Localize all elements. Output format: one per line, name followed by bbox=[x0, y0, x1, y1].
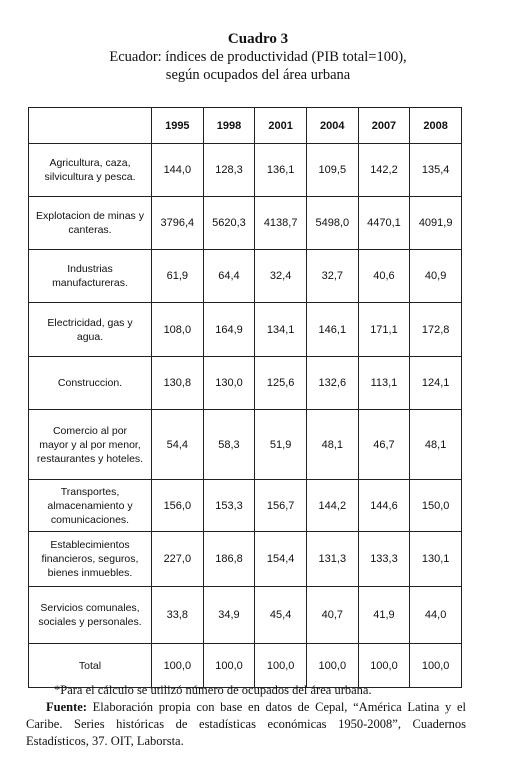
row-label-line: restaurantes y hoteles. bbox=[36, 452, 144, 465]
cell-value: 58,3 bbox=[203, 410, 255, 480]
cell-value: 48,1 bbox=[306, 410, 358, 480]
cell-value: 186,8 bbox=[203, 532, 255, 587]
cell-value: 100,0 bbox=[410, 644, 462, 688]
row-label-line: Construccion. bbox=[57, 377, 123, 389]
cell-value: 100,0 bbox=[255, 644, 307, 688]
row-label-line: Total bbox=[78, 659, 102, 672]
table-row bbox=[29, 303, 462, 357]
cell-value: 100,0 bbox=[203, 644, 255, 688]
table-row bbox=[29, 480, 462, 532]
cell-value: 33,8 bbox=[152, 587, 204, 644]
cell-value: 40,9 bbox=[410, 250, 462, 303]
source-label: Fuente: bbox=[46, 700, 87, 714]
cell-value: 164,9 bbox=[203, 303, 255, 357]
cell-value: 51,9 bbox=[255, 410, 307, 480]
header-year: 2004 bbox=[306, 108, 358, 144]
cell-value: 130,1 bbox=[410, 532, 462, 587]
row-label bbox=[29, 144, 152, 197]
cell-value: 144,6 bbox=[358, 480, 410, 532]
cell-value: 135,4 bbox=[410, 144, 462, 197]
row-label bbox=[29, 357, 152, 410]
cell-value: 100,0 bbox=[152, 644, 204, 688]
row-label bbox=[29, 303, 152, 357]
cell-value: 136,1 bbox=[255, 144, 307, 197]
table-subtitle-line1: Ecuador: índices de productividad (PIB total=100), bbox=[109, 49, 407, 65]
row-label bbox=[29, 587, 152, 644]
cell-value: 54,4 bbox=[152, 410, 204, 480]
row-label-line: Explotacion de minas y bbox=[36, 210, 144, 222]
row-label-line: canteras. bbox=[68, 224, 112, 236]
cell-value: 172,8 bbox=[410, 303, 462, 357]
productivity-table bbox=[28, 107, 462, 688]
row-label-line: manufactureras. bbox=[52, 277, 128, 289]
row-label-line: mayor y al por menor, bbox=[39, 438, 141, 451]
cell-value: 32,7 bbox=[306, 250, 358, 303]
header-corner bbox=[29, 108, 152, 144]
cell-value: 125,6 bbox=[255, 357, 307, 410]
header-year: 2001 bbox=[255, 108, 307, 144]
notes bbox=[26, 682, 466, 750]
cell-value: 227,0 bbox=[152, 532, 204, 587]
header-year: 1995 bbox=[152, 108, 204, 144]
row-label-line: bienes inmuebles. bbox=[47, 567, 133, 579]
cell-value: 48,1 bbox=[410, 410, 462, 480]
source-text: Elaboración propia con base en datos de Cepal, “América Latina y el Caribe. Series históricas de estadísticas económicas 1950-2008”, Cuadernos Estadísticos, 37. OIT, Laborsta. bbox=[26, 700, 466, 748]
cell-value: 45,4 bbox=[255, 587, 307, 644]
table-header-row bbox=[29, 108, 462, 144]
header-year: 2007 bbox=[358, 108, 410, 144]
cell-value: 46,7 bbox=[358, 410, 410, 480]
table-row bbox=[29, 410, 462, 480]
cell-value: 41,9 bbox=[358, 587, 410, 644]
cell-value: 146,1 bbox=[306, 303, 358, 357]
cell-value: 100,0 bbox=[358, 644, 410, 688]
cell-value: 5498,0 bbox=[306, 197, 358, 250]
table-title: Cuadro 3 bbox=[227, 31, 289, 47]
table-row bbox=[29, 532, 462, 587]
footnote: *Para el cálculo se utilizó número de ocupados del área urbana. bbox=[54, 683, 372, 697]
cell-value: 34,9 bbox=[203, 587, 255, 644]
row-label-line: Agricultura, caza, bbox=[49, 157, 131, 169]
cell-value: 44,0 bbox=[410, 587, 462, 644]
cell-value: 64,4 bbox=[203, 250, 255, 303]
cell-value: 113,1 bbox=[358, 357, 410, 410]
row-label-line: agua. bbox=[76, 330, 104, 343]
row-label-line: Comercio al por bbox=[52, 424, 128, 437]
table-row bbox=[29, 250, 462, 303]
cell-value: 109,5 bbox=[306, 144, 358, 197]
cell-value: 4470,1 bbox=[358, 197, 410, 250]
row-label bbox=[29, 197, 152, 250]
row-label-line: sociales y personales. bbox=[38, 616, 142, 628]
cell-value: 156,0 bbox=[152, 480, 204, 532]
cell-value: 142,2 bbox=[358, 144, 410, 197]
row-label-line: comunicaciones. bbox=[50, 513, 130, 526]
row-label-line: Electricidad, gas y bbox=[47, 316, 133, 329]
row-label-line: financieros, seguros, bbox=[41, 553, 139, 565]
cell-value: 144,0 bbox=[152, 144, 204, 197]
cell-value: 156,7 bbox=[255, 480, 307, 532]
cell-value: 133,3 bbox=[358, 532, 410, 587]
table-row bbox=[29, 357, 462, 410]
cell-value: 100,0 bbox=[306, 644, 358, 688]
cell-value: 130,8 bbox=[152, 357, 204, 410]
row-label bbox=[29, 532, 152, 587]
row-label-line: Industrias bbox=[67, 263, 113, 275]
row-label-line: Servicios comunales, bbox=[40, 602, 140, 614]
row-label bbox=[29, 480, 152, 532]
cell-value: 124,1 bbox=[410, 357, 462, 410]
cell-value: 4138,7 bbox=[255, 197, 307, 250]
cell-value: 150,0 bbox=[410, 480, 462, 532]
row-label bbox=[29, 250, 152, 303]
cell-value: 61,9 bbox=[152, 250, 204, 303]
cell-value: 134,1 bbox=[255, 303, 307, 357]
cell-value: 153,3 bbox=[203, 480, 255, 532]
cell-value: 131,3 bbox=[306, 532, 358, 587]
cell-value: 154,4 bbox=[255, 532, 307, 587]
title-block bbox=[0, 30, 516, 84]
row-label-line: Establecimientos bbox=[50, 539, 130, 551]
row-label-line: Transportes, bbox=[60, 485, 120, 498]
cell-value: 128,3 bbox=[203, 144, 255, 197]
cell-value: 132,6 bbox=[306, 357, 358, 410]
row-label bbox=[29, 410, 152, 480]
cell-value: 4091,9 bbox=[410, 197, 462, 250]
row-label-line: silvicultura y pesca. bbox=[44, 171, 136, 183]
cell-value: 40,6 bbox=[358, 250, 410, 303]
cell-value: 40,7 bbox=[306, 587, 358, 644]
cell-value: 32,4 bbox=[255, 250, 307, 303]
source-note bbox=[26, 699, 466, 750]
cell-value: 3796,4 bbox=[152, 197, 204, 250]
cell-value: 144,2 bbox=[306, 480, 358, 532]
header-year: 2008 bbox=[410, 108, 462, 144]
row-label-line: almacenamiento y bbox=[47, 499, 133, 512]
row-label bbox=[29, 644, 152, 688]
table-row bbox=[29, 197, 462, 250]
cell-value: 5620,3 bbox=[203, 197, 255, 250]
cell-value: 108,0 bbox=[152, 303, 204, 357]
table-subtitle-line2: según ocupados del área urbana bbox=[165, 67, 351, 83]
table-row bbox=[29, 587, 462, 644]
header-year: 1998 bbox=[203, 108, 255, 144]
cell-value: 130,0 bbox=[203, 357, 255, 410]
cell-value: 171,1 bbox=[358, 303, 410, 357]
table-row bbox=[29, 644, 462, 688]
table-row bbox=[29, 144, 462, 197]
